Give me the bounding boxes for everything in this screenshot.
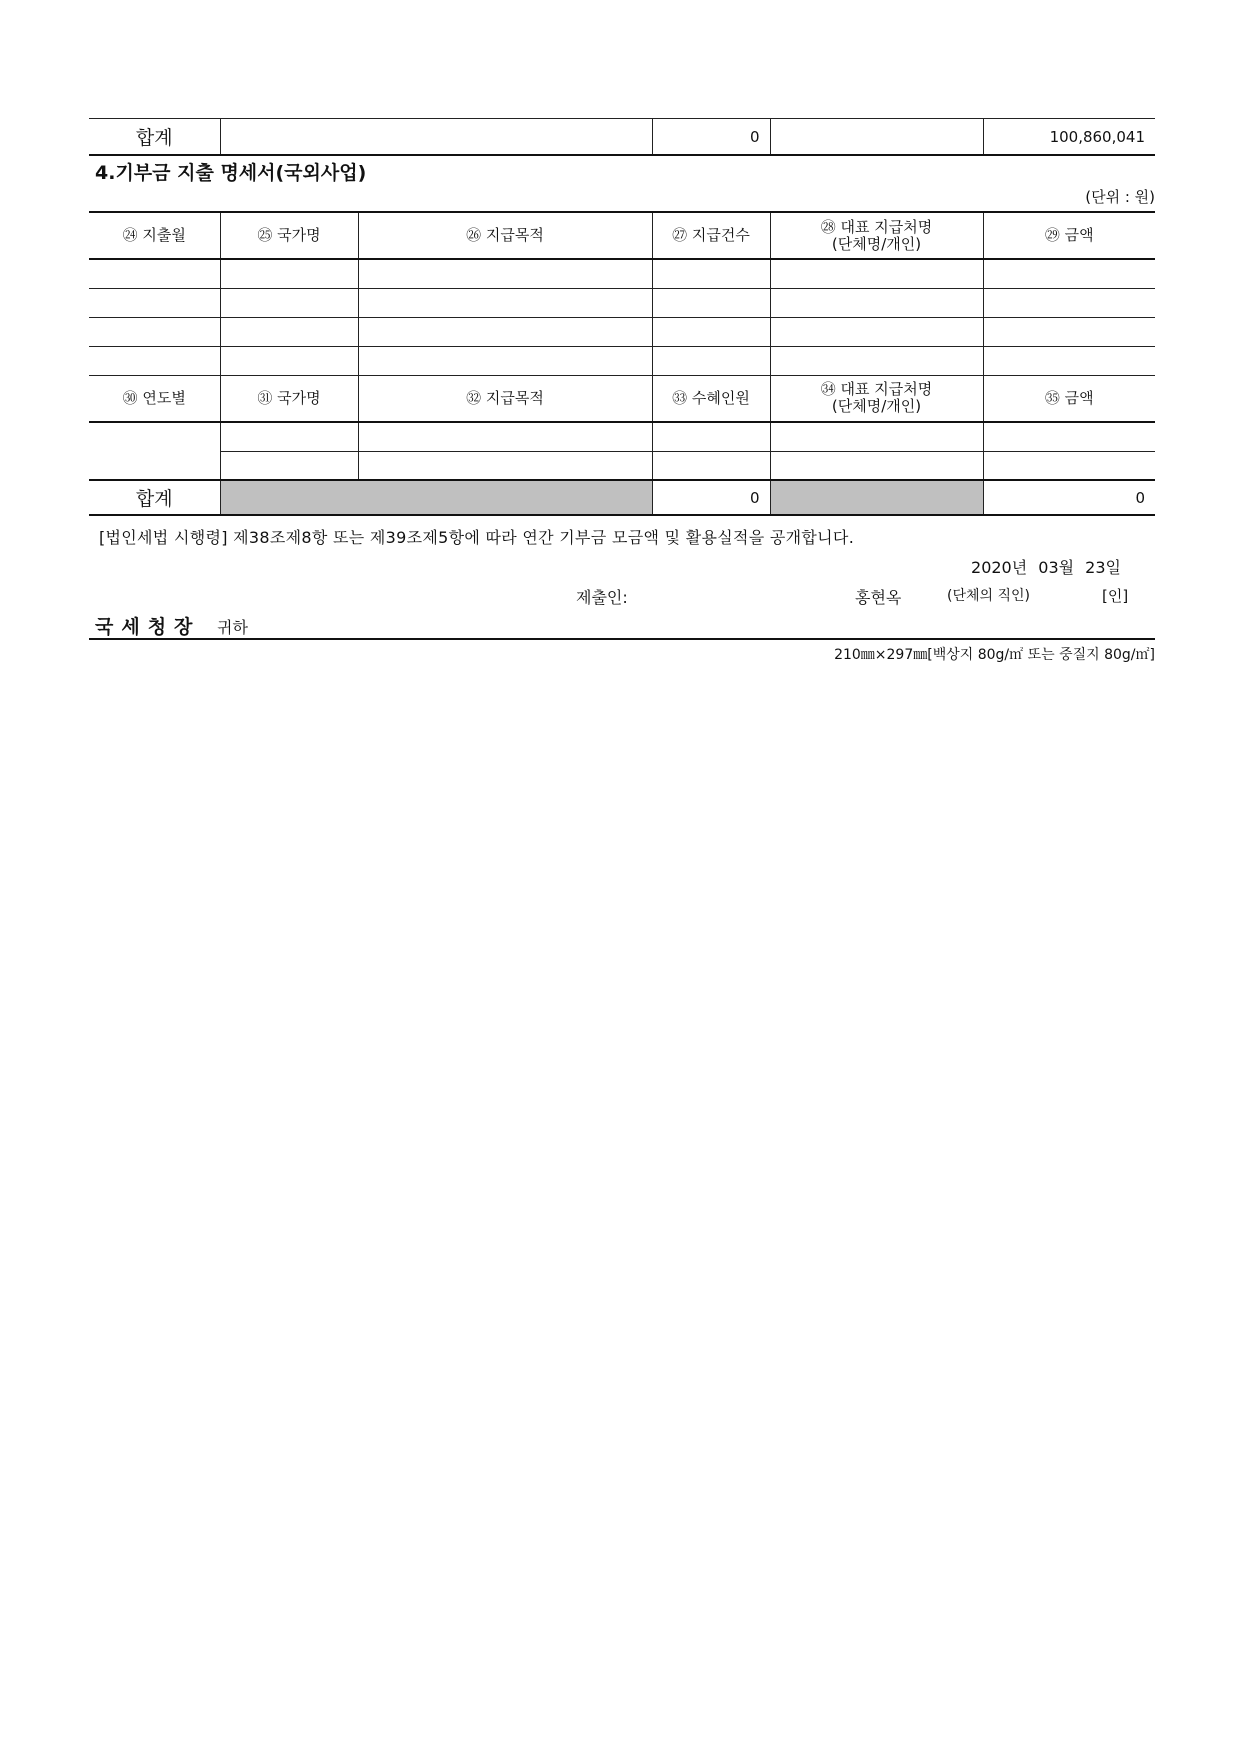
header-recipient-line2: (단체명/개인) xyxy=(831,397,922,416)
header-amount: ㉙ 금액 xyxy=(983,212,1155,259)
total-row xyxy=(89,119,1155,156)
total-amount: 0 xyxy=(983,480,1155,515)
empty-cell xyxy=(770,119,983,156)
submitter-name: 홍현옥 xyxy=(855,588,902,607)
header-row-2 xyxy=(89,375,1155,422)
table-row xyxy=(89,422,1155,451)
overseas-donation-table xyxy=(89,211,1155,516)
total-row xyxy=(89,480,1155,515)
header-country: ㉕ 국가명 xyxy=(220,212,358,259)
shaded-cell xyxy=(220,480,652,515)
submitter-role: (단체의 직인) xyxy=(947,588,1030,604)
table-row xyxy=(89,288,1155,317)
empty-cell xyxy=(220,119,652,156)
total-count: 0 xyxy=(652,119,770,156)
submitter-label: 제출인: xyxy=(576,588,628,607)
shaded-cell xyxy=(770,480,983,515)
unit-label: (단위 : 원) xyxy=(1085,188,1155,206)
seal-mark: [인] xyxy=(1102,587,1129,605)
header-purpose: ㉜ 지급목적 xyxy=(358,375,652,422)
header-recipient-line1: ㉘ 대표 지급처명 xyxy=(820,217,933,236)
year-cell xyxy=(89,422,220,480)
header-expense-month: ㉔ 지출월 xyxy=(89,212,220,259)
header-recipient-line2: (단체명/개인) xyxy=(831,234,922,253)
total-label: 합계 xyxy=(89,480,220,515)
header-country: ㉛ 국가명 xyxy=(220,375,358,422)
header-purpose: ㉖ 지급목적 xyxy=(358,212,652,259)
previous-section-total-table xyxy=(89,118,1155,156)
submission-date: 2020년 03월 23일 xyxy=(971,558,1121,577)
table-row xyxy=(89,346,1155,375)
header-payment-count: ㉗ 지급건수 xyxy=(652,212,770,259)
header-recipient xyxy=(770,212,983,259)
header-row-1 xyxy=(89,212,1155,259)
header-amount: ㉟ 금액 xyxy=(983,375,1155,422)
section-title: 4.기부금 지출 명세서(국외사업) xyxy=(95,162,367,184)
total-amount: 100,860,041 xyxy=(983,119,1155,156)
header-recipient-line1: ㉞ 대표 지급처명 xyxy=(820,380,933,399)
legal-notice: [법인세법 시행령] 제38조제8항 또는 제39조제5항에 따라 연간 기부금 모금액 및 활용실적을 공개합니다. xyxy=(99,528,855,547)
addressee-title: 국세청장 xyxy=(95,616,201,638)
addressee-honorific: 귀하 xyxy=(217,618,248,637)
paper-spec: 210㎜×297㎜[백상지 80g/㎡ 또는 중질지 80g/㎡] xyxy=(834,647,1155,663)
total-count: 0 xyxy=(652,480,770,515)
table-row xyxy=(89,317,1155,346)
addressee-line xyxy=(89,610,1155,640)
table-row xyxy=(89,451,1155,480)
header-beneficiaries: ㉝ 수혜인원 xyxy=(652,375,770,422)
header-recipient xyxy=(770,375,983,422)
header-by-year: ㉚ 연도별 xyxy=(89,375,220,422)
table-row xyxy=(89,259,1155,288)
total-label: 합계 xyxy=(89,119,220,156)
